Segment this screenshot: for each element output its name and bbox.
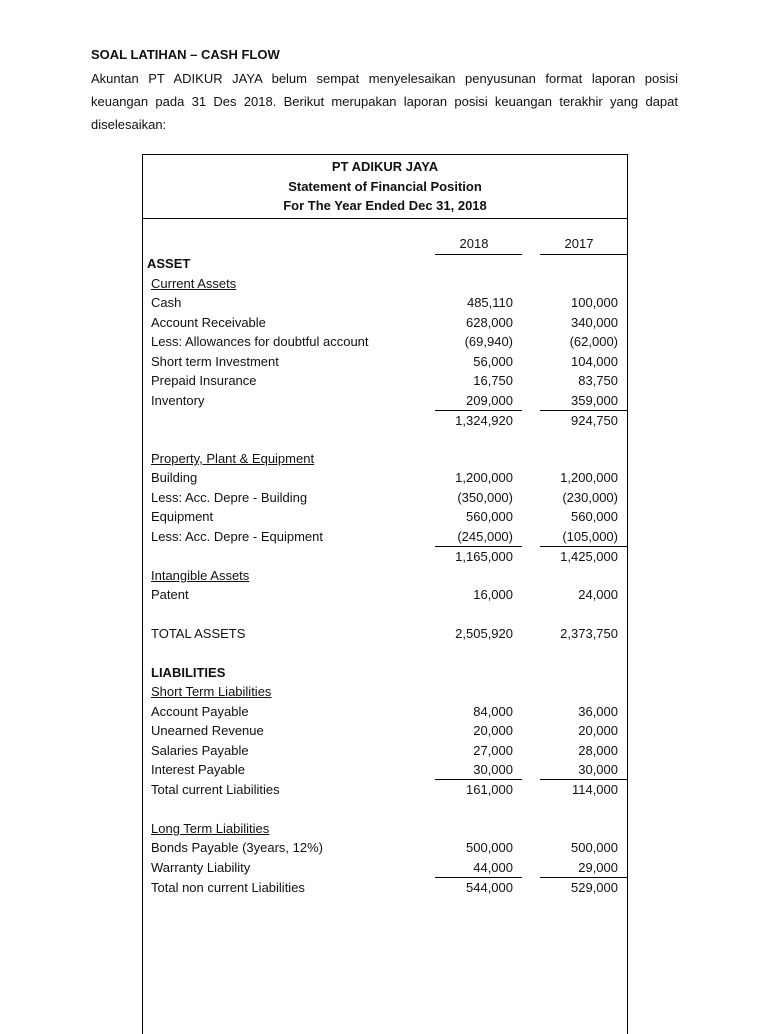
statement-title: Statement of Financial Position <box>288 178 482 194</box>
value-2018: 2,505,920 <box>455 626 513 641</box>
row-label: Inventory <box>151 393 205 408</box>
row-label: Unearned Revenue <box>151 723 264 738</box>
value-2018: 500,000 <box>466 840 513 855</box>
table-row <box>142 838 628 858</box>
row-label: Warranty Liability <box>151 860 251 875</box>
table-row <box>142 760 628 780</box>
value-2017: (105,000) <box>562 529 618 544</box>
value-2017: 28,000 <box>578 743 618 758</box>
value-2017: 2,373,750 <box>560 626 618 641</box>
row-label: Less: Acc. Depre - Equipment <box>151 529 323 544</box>
row-label: Account Payable <box>151 704 249 719</box>
table-row <box>142 527 628 547</box>
value-2018: 1,165,000 <box>455 549 513 564</box>
table-row <box>142 507 628 527</box>
company-name: PT ADIKUR JAYA <box>331 159 439 174</box>
row-label: Patent <box>151 587 189 602</box>
document-heading: SOAL LATIHAN – CASH FLOW <box>91 47 280 62</box>
value-2017: 100,000 <box>571 295 618 310</box>
value-2018: 56,000 <box>473 354 513 369</box>
year-header-row <box>142 234 628 254</box>
subsection-current-assets <box>142 274 628 294</box>
value-2018: 20,000 <box>473 723 513 738</box>
row-label: Building <box>151 470 198 485</box>
value-2018: 16,000 <box>473 587 513 602</box>
value-2017: (230,000) <box>562 490 618 505</box>
row-label: LIABILITIES <box>151 665 226 680</box>
row-label: Less: Acc. Depre - Building <box>151 490 308 505</box>
row-label: Equipment <box>151 509 214 524</box>
intro-paragraph: Akuntan PT ADIKUR JAYA belum sempat menyelesaikan penyusunan format laporan posisi keuangan pada 31 Des 2018. Berikut merupakan laporan posisi keuangan terakhir yang dapat diselesaikan: <box>91 71 678 132</box>
value-2017: 924,750 <box>571 413 618 428</box>
value-2017: 30,000 <box>578 762 618 777</box>
subsection-intangible-assets <box>142 566 628 586</box>
subsection-ppe <box>142 449 628 469</box>
value-2018: 1,200,000 <box>455 470 513 485</box>
table-row <box>142 293 628 313</box>
value-2017: 104,000 <box>571 354 618 369</box>
value-2017: 24,000 <box>578 587 618 602</box>
subtotal-row-current-assets <box>142 411 628 431</box>
row-label: Short term Investment <box>151 354 279 369</box>
value-2018: 628,000 <box>466 315 513 330</box>
value-2018: 16,750 <box>473 373 513 388</box>
table-row <box>142 585 628 605</box>
value-2018: 485,110 <box>466 295 513 310</box>
value-2018: 84,000 <box>473 704 513 719</box>
value-2017: 500,000 <box>571 840 618 855</box>
value-2018: 161,000 <box>466 782 513 797</box>
value-2017: 29,000 <box>578 860 618 875</box>
subsection-long-term-liabilities <box>142 819 628 839</box>
year-2017-header: 2017 <box>564 236 594 251</box>
row-label: Less: Allowances for doubtful account <box>151 334 369 349</box>
row-label: Short Term Liabilities <box>151 684 272 699</box>
table-row <box>142 488 628 508</box>
value-2018: 27,000 <box>473 743 513 758</box>
value-2017: 529,000 <box>571 880 618 895</box>
value-2017: (62,000) <box>569 334 618 349</box>
row-label: Total current Liabilities <box>151 782 280 797</box>
total-non-current-liabilities-row <box>142 878 628 898</box>
section-asset <box>142 254 628 274</box>
table-row <box>142 371 628 391</box>
row-label: Intangible Assets <box>151 568 250 583</box>
table-row <box>142 702 628 722</box>
table-row <box>142 352 628 372</box>
value-2018: (245,000) <box>457 529 513 544</box>
row-label: ASSET <box>147 256 191 271</box>
statement-title-box <box>143 157 627 219</box>
value-2018: 560,000 <box>466 509 513 524</box>
statement-period: For The Year Ended Dec 31, 2018 <box>283 198 487 213</box>
value-2018: 544,000 <box>466 880 513 895</box>
row-label: Account Receivable <box>151 315 266 330</box>
value-2018: 30,000 <box>473 762 513 777</box>
row-label: TOTAL ASSETS <box>151 626 246 641</box>
row-label: Total non current Liabilities <box>151 880 305 895</box>
table-row <box>142 721 628 741</box>
value-2017: 359,000 <box>571 393 618 408</box>
total-current-liabilities-row <box>142 780 628 800</box>
value-2018: 44,000 <box>473 860 513 875</box>
table-row <box>142 391 628 411</box>
value-2017: 1,425,000 <box>560 549 618 564</box>
row-label: Long Term Liabilities <box>151 821 270 836</box>
value-2017: 36,000 <box>578 704 618 719</box>
subsection-short-term-liabilities <box>142 682 628 702</box>
value-2017: 20,000 <box>578 723 618 738</box>
value-2017: 1,200,000 <box>560 470 618 485</box>
table-row <box>142 313 628 333</box>
value-2017: 114,000 <box>571 782 618 797</box>
table-row <box>142 332 628 352</box>
total-assets-row <box>142 624 628 644</box>
row-label: Cash <box>151 295 182 310</box>
value-2018: (350,000) <box>457 490 513 505</box>
section-liabilities <box>142 663 628 683</box>
row-label: Interest Payable <box>151 762 245 777</box>
value-2018: 1,324,920 <box>455 413 513 428</box>
row-label: Property, Plant & Equipment <box>151 451 315 466</box>
table-row <box>142 468 628 488</box>
value-2018: (69,940) <box>464 334 513 349</box>
row-label: Salaries Payable <box>151 743 249 758</box>
subtotal-row-ppe <box>142 547 628 567</box>
year-2018-header: 2018 <box>459 236 489 251</box>
value-2018: 209,000 <box>466 393 513 408</box>
value-2017: 83,750 <box>578 373 618 388</box>
table-row <box>142 858 628 878</box>
row-label: Current Assets <box>151 276 237 291</box>
row-label: Bonds Payable (3years, 12%) <box>151 840 323 855</box>
value-2017: 340,000 <box>571 315 618 330</box>
table-row <box>142 741 628 761</box>
row-label: Prepaid Insurance <box>151 373 257 388</box>
value-2017: 560,000 <box>571 509 618 524</box>
